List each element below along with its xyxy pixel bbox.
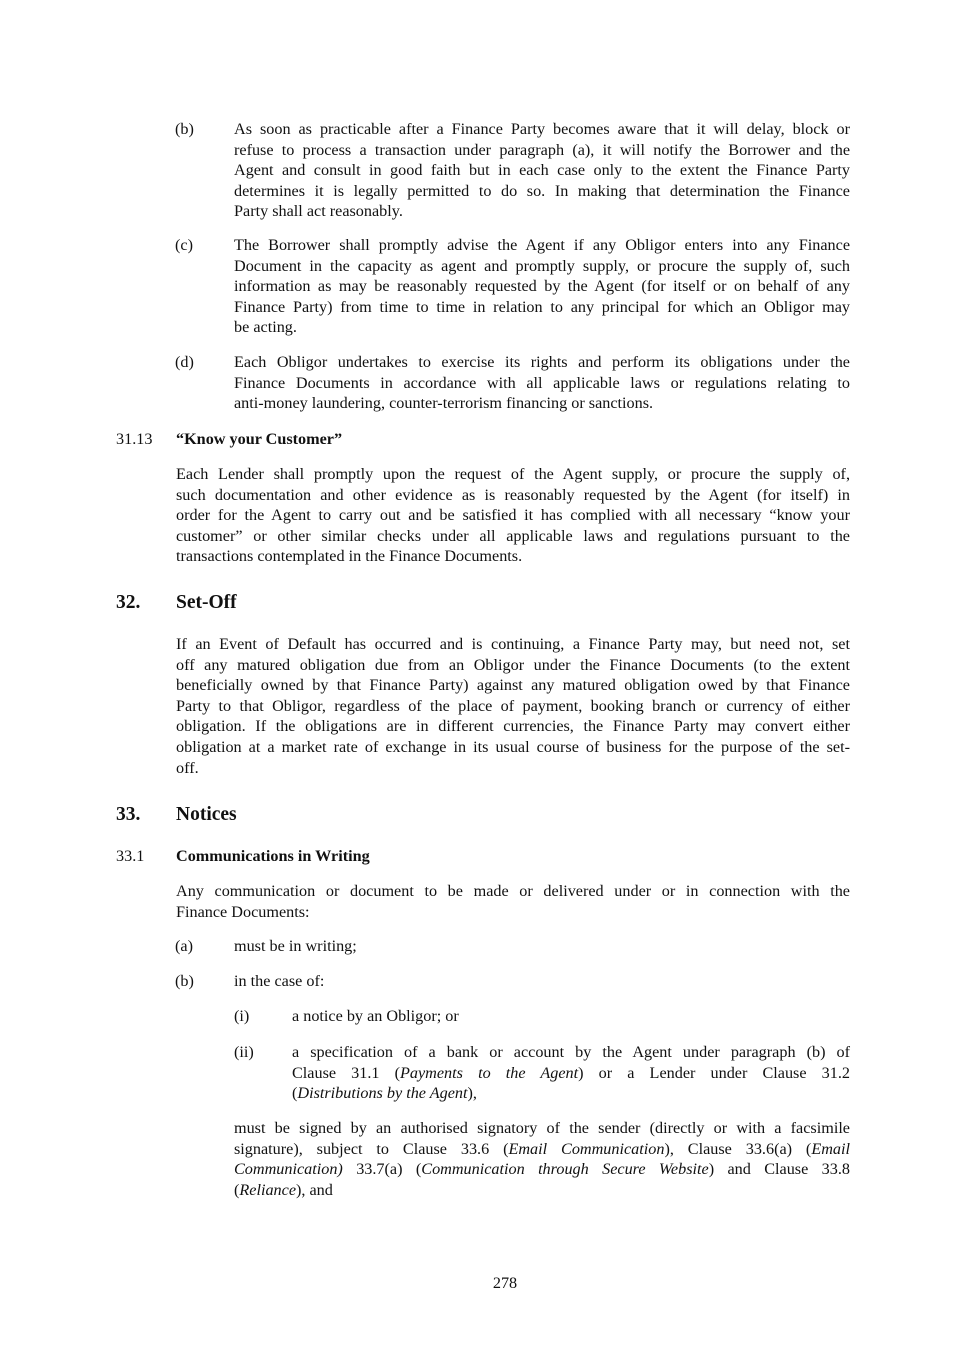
- text-line: refuse to process a transaction under paragraph (a), it will notify the Borrower and the: [234, 140, 850, 159]
- clause-number: 32.: [116, 592, 141, 613]
- text-line: [292, 1083, 850, 1104]
- clause-title: Set-Off: [176, 592, 237, 613]
- page-number: 278: [492, 1274, 518, 1292]
- text-line: order for the Agent to carry out and be satisfied it has complied with all necessary “know your: [176, 506, 850, 525]
- text-line: in the case of:: [234, 972, 325, 990]
- text-run: must be signed by an authorised signatory of the sender (directly or with a facsimile: [234, 1119, 850, 1137]
- text-line: If an Event of Default has occurred and is continuing, a Finance Party may, but need not, set: [176, 635, 850, 653]
- text-line: obligation. If the obligations are in different currencies, the Finance Party may convert either: [176, 717, 850, 736]
- italic-reference: Payments to the Agent: [400, 1063, 579, 1082]
- text-line: beneficially owned by that Finance Party) against any matured obligation owed by that Finance: [176, 676, 850, 695]
- italic-reference: Reliance: [239, 1180, 297, 1199]
- text-line: Each Obligor undertakes to exercise its rights and perform its obligations under the: [234, 353, 850, 371]
- text-line: Finance Documents:: [176, 902, 310, 921]
- item-text: [234, 1118, 850, 1200]
- text-line: Party shall act reasonably.: [234, 202, 403, 221]
- text-line: Agent and consult in good faith but in each case only to the extent the Finance Party: [234, 161, 850, 180]
- text-line: The Borrower shall promptly advise the Agent if any Obligor enters into any Finance: [234, 236, 850, 254]
- text-line: such documentation and other evidence as is reasonably requested by the Agent (for itself) in: [176, 485, 850, 504]
- text-line: transactions contemplated in the Finance Documents.: [176, 547, 523, 566]
- subclause-title: Communications in Writing: [176, 847, 370, 865]
- item-text: [234, 936, 850, 957]
- subclause-title: “Know your Customer”: [176, 430, 343, 448]
- item-label: (b): [175, 120, 194, 138]
- text-line: Document in the capacity as agent and promptly supply, or procure the supply of, such: [234, 256, 850, 275]
- text-line: be acting.: [234, 318, 297, 337]
- text-line: Finance Party) from time to time in relation to any principal for which an Obligor may: [234, 297, 850, 316]
- subclause-number: 33.1: [116, 847, 145, 865]
- subclause-number: 31.13: [116, 430, 153, 448]
- text-line: must be in writing;: [234, 937, 357, 955]
- item-label: (ii): [234, 1043, 254, 1061]
- text-line: determines it is legally permitted to do so. In making that determination the Finance: [234, 181, 850, 200]
- italic-reference: Communication): [234, 1160, 343, 1179]
- text-run: signature), subject to Clause 33.6 (: [234, 1139, 509, 1158]
- text-line: [234, 1180, 850, 1201]
- item-label: (b): [175, 972, 194, 990]
- text-line: Finance Documents in accordance with all applicable laws or regulations relating to: [234, 373, 850, 392]
- text-line: [292, 1063, 850, 1084]
- italic-reference: Email: [811, 1139, 850, 1158]
- italic-reference: Email Communication: [508, 1139, 665, 1158]
- item-text: [234, 235, 850, 338]
- clause-title: Notices: [176, 804, 237, 825]
- text-run: ), and: [296, 1180, 333, 1199]
- text-line: obligation at a market rate of exchange in its usual course of business for the purpose of the set-: [176, 737, 850, 756]
- italic-reference: Communication through Secure Website: [421, 1160, 709, 1179]
- text-line: [234, 1139, 850, 1160]
- text-run: a specification of a bank or account by the Agent under paragraph (b) of: [292, 1043, 850, 1061]
- item-label: (d): [175, 353, 194, 371]
- text-run: ) and Clause 33.8: [708, 1160, 850, 1179]
- text-run: ), Clause 33.6(a) (: [664, 1139, 812, 1158]
- text-run: 33.7(a) (: [342, 1160, 422, 1179]
- text-run: ) or a Lender under Clause 31.2: [578, 1063, 850, 1082]
- text-run: (: [234, 1180, 240, 1199]
- item-text: [176, 881, 850, 922]
- item-text: [176, 634, 850, 778]
- item-text: [234, 352, 850, 414]
- text-line: customer” or other similar checks under all applicable laws and regulations pursuant to the: [176, 526, 850, 545]
- text-line: As soon as practicable after a Finance Party becomes aware that it will delay, block or: [234, 120, 850, 138]
- item-text: [292, 1006, 850, 1027]
- text-line: Any communication or document to be made or delivered under or in connection with the: [176, 882, 850, 900]
- text-line: a notice by an Obligor; or: [292, 1007, 459, 1025]
- item-label: (a): [175, 937, 193, 955]
- clause-number: 33.: [116, 804, 141, 825]
- item-label: (c): [175, 236, 193, 254]
- item-text: [234, 119, 850, 222]
- italic-reference: Distributions by the Agent: [297, 1084, 468, 1103]
- text-run: (: [292, 1084, 298, 1103]
- text-run: ),: [467, 1084, 477, 1103]
- text-line: off any matured obligation due from an Obligor under the Finance Documents (to the extent: [176, 655, 850, 674]
- text-line: [234, 1159, 850, 1180]
- text-run: Clause 31.1 (: [292, 1063, 401, 1082]
- text-line: information as may be reasonably requested by the Agent (for itself or on behalf of any: [234, 277, 850, 296]
- text-line: anti-money laundering, counter-terrorism financing or sanctions.: [234, 394, 654, 413]
- item-text: [234, 971, 850, 992]
- item-label: (i): [234, 1007, 250, 1025]
- item-text: [176, 464, 850, 567]
- text-line: Party to that Obligor, regardless of the place of payment, booking branch or currency of either: [176, 696, 850, 715]
- text-line: [292, 1042, 850, 1063]
- text-line: Each Lender shall promptly upon the request of the Agent supply, or procure the supply of,: [176, 465, 850, 483]
- text-line: off.: [176, 758, 199, 777]
- text-line: [234, 1118, 850, 1139]
- item-text: [292, 1042, 850, 1104]
